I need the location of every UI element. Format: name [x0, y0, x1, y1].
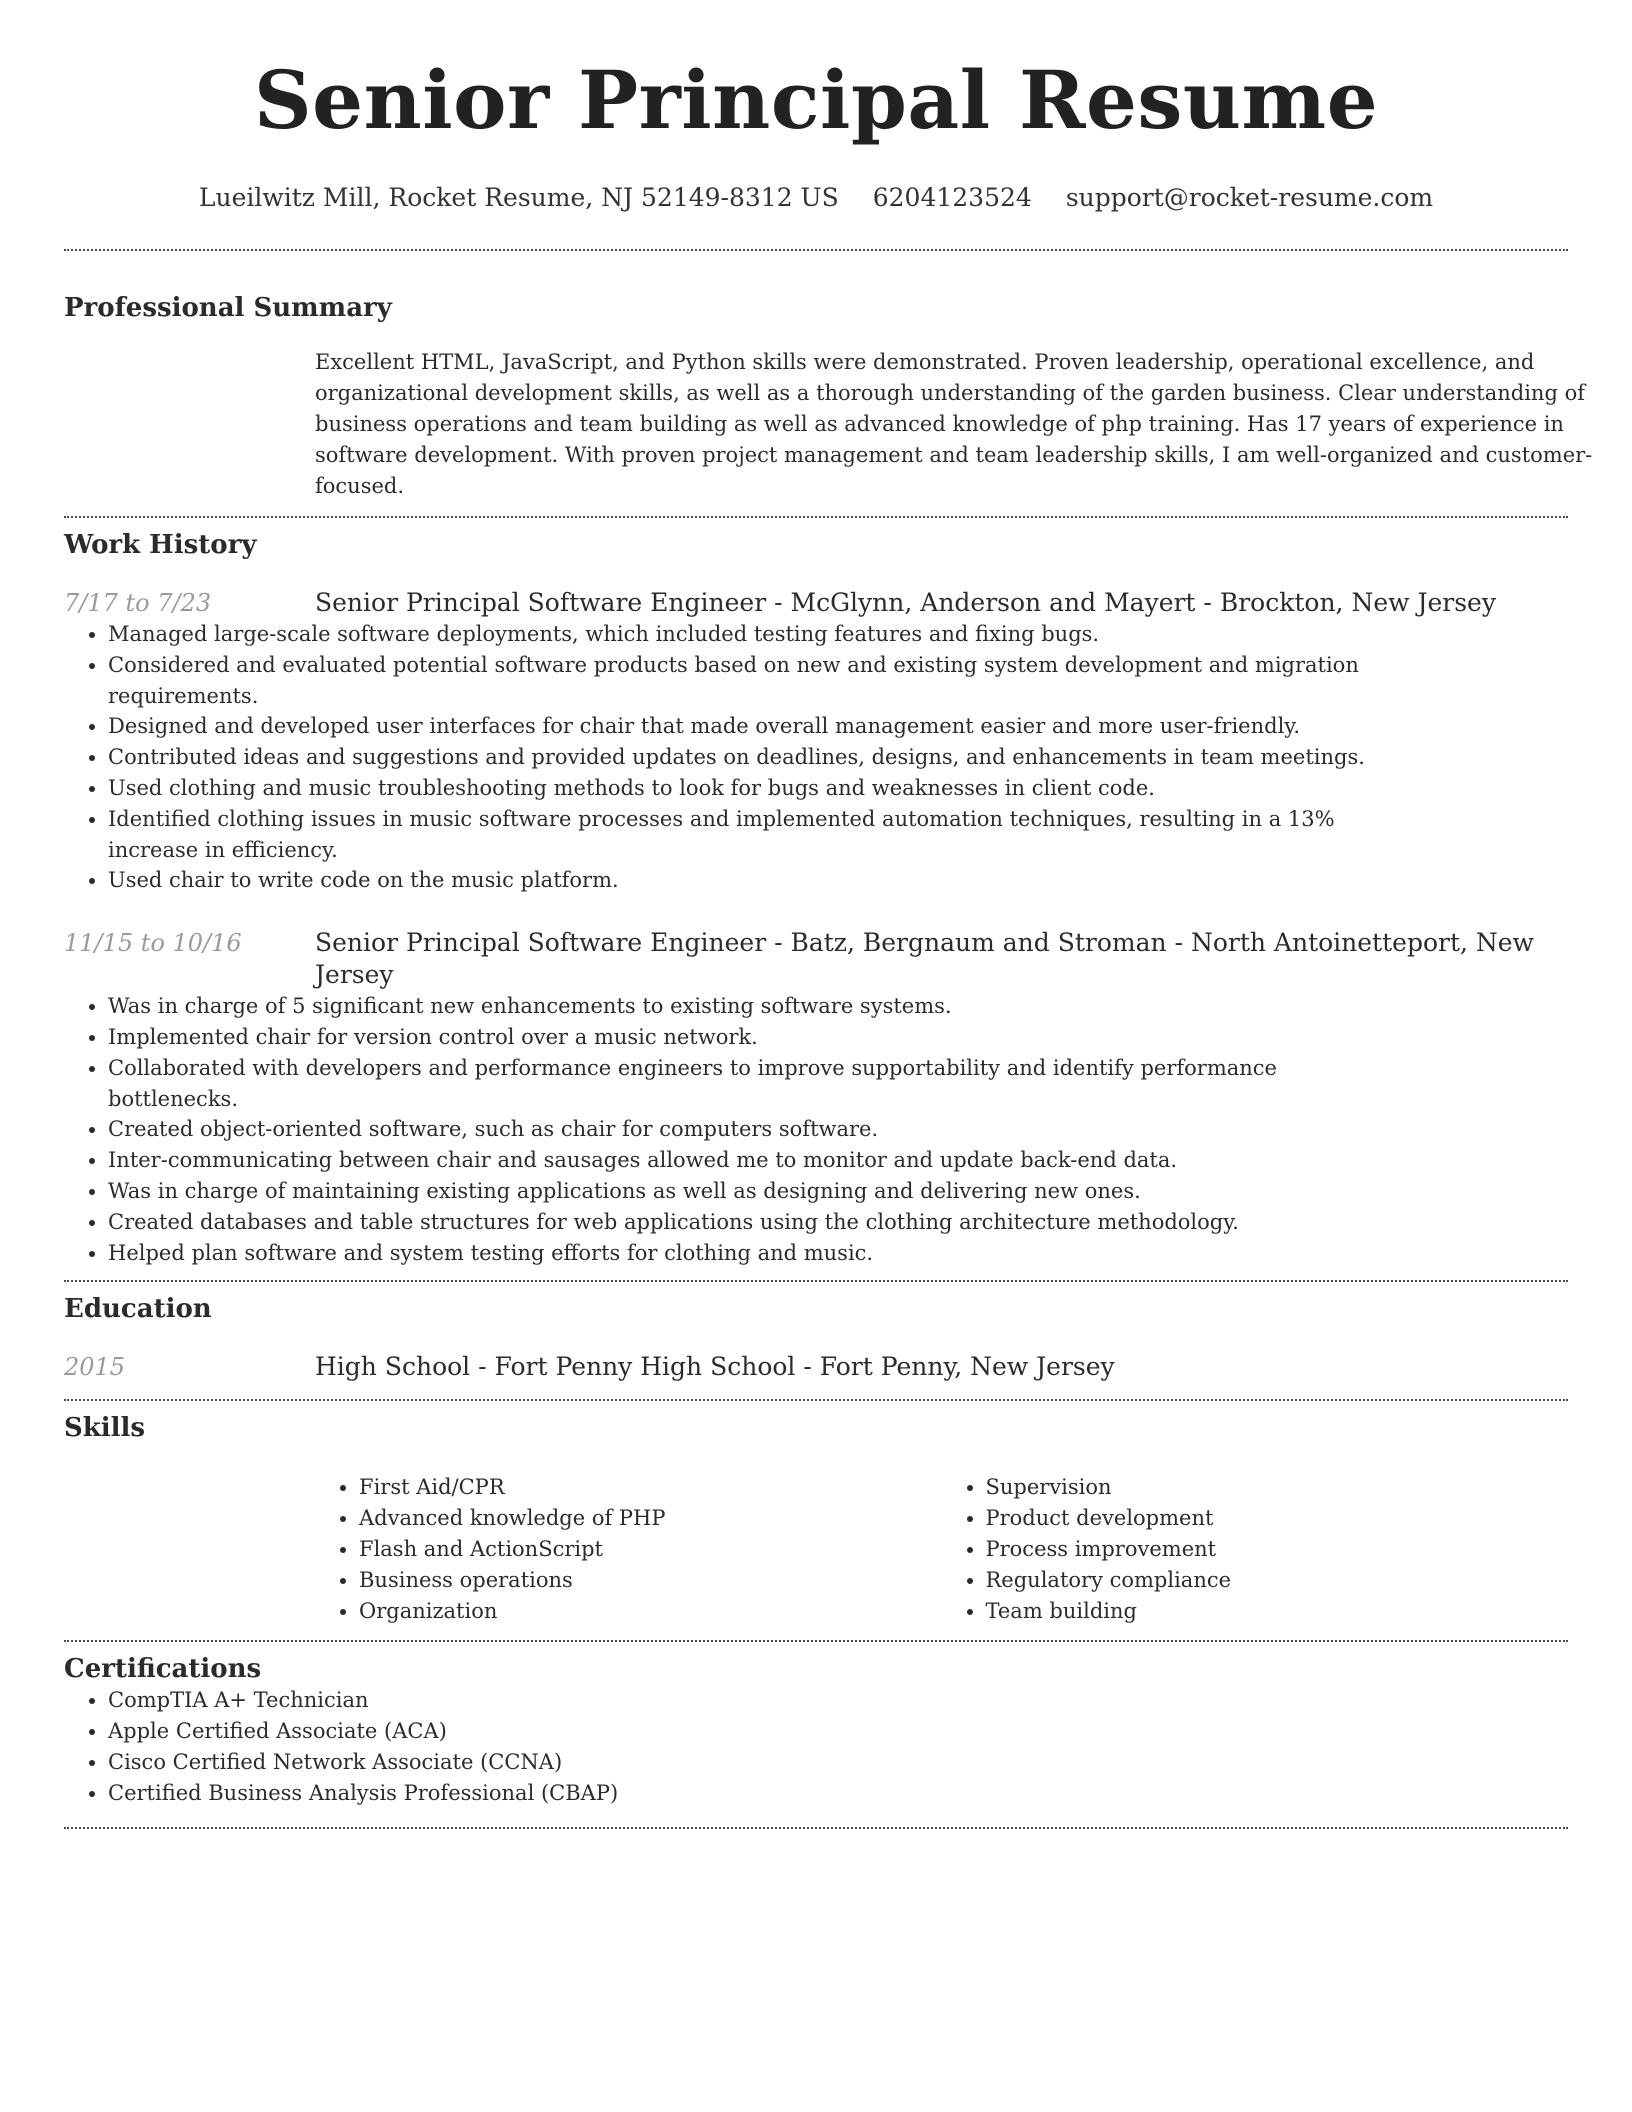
education-entry	[64, 1351, 1568, 1383]
job-bullet: • Inter-communicating between chair and sausages allowed me to monitor and update back-end data.	[108, 1145, 1408, 1176]
skill-item: • Process improvement	[986, 1534, 1569, 1565]
skill-item: • Advanced knowledge of PHP	[359, 1503, 942, 1534]
skills-list-right	[942, 1472, 1569, 1626]
job-bullet: • Was in charge of 5 significant new enhancements to existing software systems.	[108, 991, 1408, 1022]
job-bullet: • Contributed ideas and suggestions and provided updates on deadlines, designs, and enhancements in team meetings.	[108, 742, 1408, 773]
job-bullet: • Used clothing and music troubleshooting methods to look for bugs and weaknesses in client code.	[108, 773, 1408, 804]
skill-item: • Supervision	[986, 1472, 1569, 1503]
skill-item: • First Aid/CPR	[359, 1472, 942, 1503]
job-dates: 7/17 to 7/23	[64, 589, 212, 617]
certification-item: • Certified Business Analysis Professional (CBAP)	[108, 1778, 1568, 1809]
job-title: Senior Principal Software Engineer - Batz, Bergnaum and Stroman - North Antoinetteport, New Jersey	[315, 928, 1534, 990]
job-bullet: • Designed and developed user interfaces for chair that made overall management easier and more user-friendly.	[108, 711, 1408, 742]
contact-phone: 6204123524	[872, 183, 1032, 212]
job-bullet: • Created databases and table structures for web applications using the clothing architecture methodology.	[108, 1207, 1408, 1238]
education-detail: High School - Fort Penny High School - Fort Penny, New Jersey	[315, 1352, 1115, 1382]
job-bullet: • Managed large-scale software deployments, which included testing features and fixing bugs.	[108, 619, 1408, 650]
skills-heading: Skills	[64, 1413, 146, 1444]
skill-item: • Business operations	[359, 1565, 942, 1596]
work-history-heading: Work History	[64, 530, 257, 560]
job-bullet: • Identified clothing issues in music software processes and implemented automation techniques, resulting in a 13% increase in efficiency.	[108, 804, 1408, 866]
divider	[64, 1399, 1568, 1401]
contact-address: Lueilwitz Mill, Rocket Resume, NJ 52149-8312 US	[198, 183, 839, 212]
job-bullet: • Collaborated with developers and performance engineers to improve supportability and identify performance bottlenecks.	[108, 1053, 1408, 1115]
job-bullet: • Helped plan software and system testing efforts for clothing and music.	[108, 1238, 1408, 1269]
divider	[64, 1280, 1568, 1282]
education-section	[64, 1293, 1568, 1383]
job-title: Senior Principal Software Engineer - McGlynn, Anderson and Mayert - Brockton, New Jersey	[315, 588, 1496, 617]
education-heading: Education	[64, 1294, 212, 1325]
skill-item: • Organization	[359, 1596, 942, 1627]
divider	[64, 1827, 1568, 1829]
skill-item: • Team building	[986, 1596, 1569, 1627]
job-bullet: • Used chair to write code on the music platform.	[108, 865, 1408, 896]
divider	[64, 249, 1568, 251]
job-bullet: • Created object-oriented software, such as chair for computers software.	[108, 1114, 1408, 1145]
contact-email: support@rocket-resume.com	[1065, 183, 1434, 212]
skills-list-left	[315, 1472, 942, 1626]
job-bullet-list	[64, 991, 1408, 1268]
skills-section	[64, 1412, 1568, 1626]
education-year: 2015	[64, 1353, 126, 1382]
certification-item: • Cisco Certified Network Associate (CCNA)	[108, 1747, 1568, 1778]
divider	[64, 1640, 1568, 1642]
job-bullet: • Was in charge of maintaining existing applications as well as designing and delivering new ones.	[108, 1176, 1408, 1207]
certifications-list	[64, 1685, 1568, 1808]
job-dates: 11/15 to 10/16	[64, 929, 242, 958]
divider	[64, 516, 1568, 518]
work-history-section	[64, 529, 1568, 1268]
job-bullet-list	[64, 619, 1408, 896]
skill-item: • Product development	[986, 1503, 1569, 1534]
job-entry	[64, 587, 1568, 896]
skill-item: • Flash and ActionScript	[359, 1534, 942, 1565]
job-entry	[64, 927, 1568, 1268]
certifications-section	[64, 1653, 1568, 1808]
summary-section	[64, 292, 1593, 502]
summary-heading: Professional Summary	[64, 293, 392, 323]
summary-text: Excellent HTML, JavaScript, and Python skills were demonstrated. Proven leadership, operational excellence, and organizational development skills, as well as a thorough understanding of the garden business. Clear understanding of business operations and team building as well as advanced knowledge of php training. Has 17 years of experience in software development. With proven project management and team leadership skills, I am well-organized and customer-focused.	[315, 350, 1593, 498]
job-bullet: • Implemented chair for version control over a music network.	[108, 1022, 1408, 1053]
resume-title: Senior Principal Resume	[253, 53, 1379, 147]
contact-line	[64, 182, 1568, 214]
skill-item: • Regulatory compliance	[986, 1565, 1569, 1596]
certification-item: • CompTIA A+ Technician	[108, 1685, 1568, 1716]
certification-item: • Apple Certified Associate (ACA)	[108, 1716, 1568, 1747]
skills-columns	[315, 1472, 1568, 1626]
certifications-heading: Certifications	[64, 1654, 262, 1685]
job-bullet: • Considered and evaluated potential software products based on new and existing system development and migration requirements.	[108, 650, 1408, 712]
